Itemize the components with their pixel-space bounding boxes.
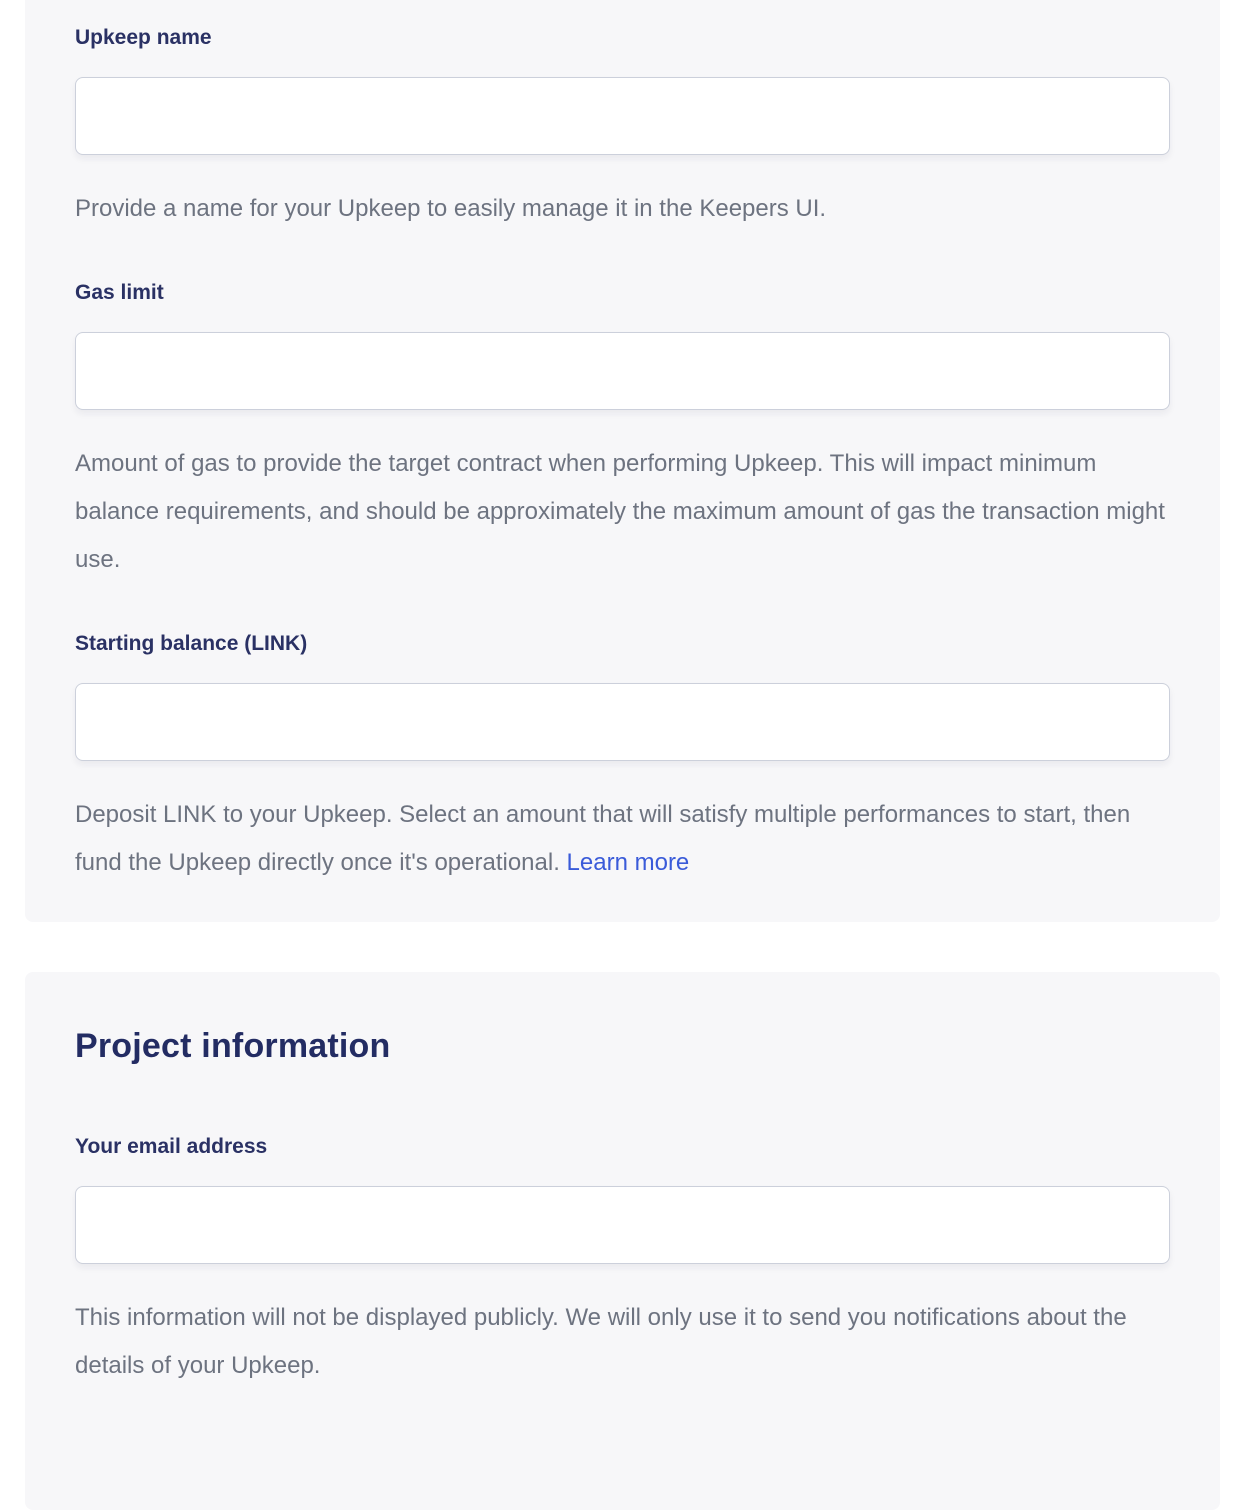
email-help-text: This information will not be displayed publicly. We will only use it to send you notifications about the details of your Upkeep. <box>75 1304 1127 1379</box>
upkeep-details-card <box>25 0 1220 922</box>
upkeep-name-input[interactable] <box>75 77 1170 155</box>
learn-more-link[interactable]: Learn more <box>566 849 690 876</box>
starting-balance-help-body: Deposit LINK to your Upkeep. Select an amount that will satisfy multiple performances to start, then fund the Upkeep directly once it's operational. <box>75 801 1131 876</box>
starting-balance-label: Starting balance (LINK) <box>75 632 308 655</box>
email-address-label: Your email address <box>75 1135 268 1158</box>
gas-limit-input[interactable] <box>75 332 1170 410</box>
project-information-heading: Project information <box>75 1027 391 1065</box>
upkeep-name-help-text: Provide a name for your Upkeep to easily manage it in the Keepers UI. <box>75 195 827 222</box>
email-field-group <box>75 1134 1170 1390</box>
email-address-input[interactable] <box>75 1186 1170 1264</box>
gas-limit-label: Gas limit <box>75 281 164 304</box>
gas-limit-field-group <box>75 280 1170 584</box>
upkeep-name-label: Upkeep name <box>75 26 212 49</box>
project-information-card <box>25 972 1220 1510</box>
starting-balance-input[interactable] <box>75 683 1170 761</box>
starting-balance-help-text <box>75 791 1170 887</box>
starting-balance-field-group <box>75 631 1170 887</box>
gas-limit-help-text: Amount of gas to provide the target contract when performing Upkeep. This will impact minimum balance requirements, and should be approximately the maximum amount of gas the transaction might use. <box>75 450 1165 573</box>
upkeep-name-field-group <box>75 25 1170 233</box>
